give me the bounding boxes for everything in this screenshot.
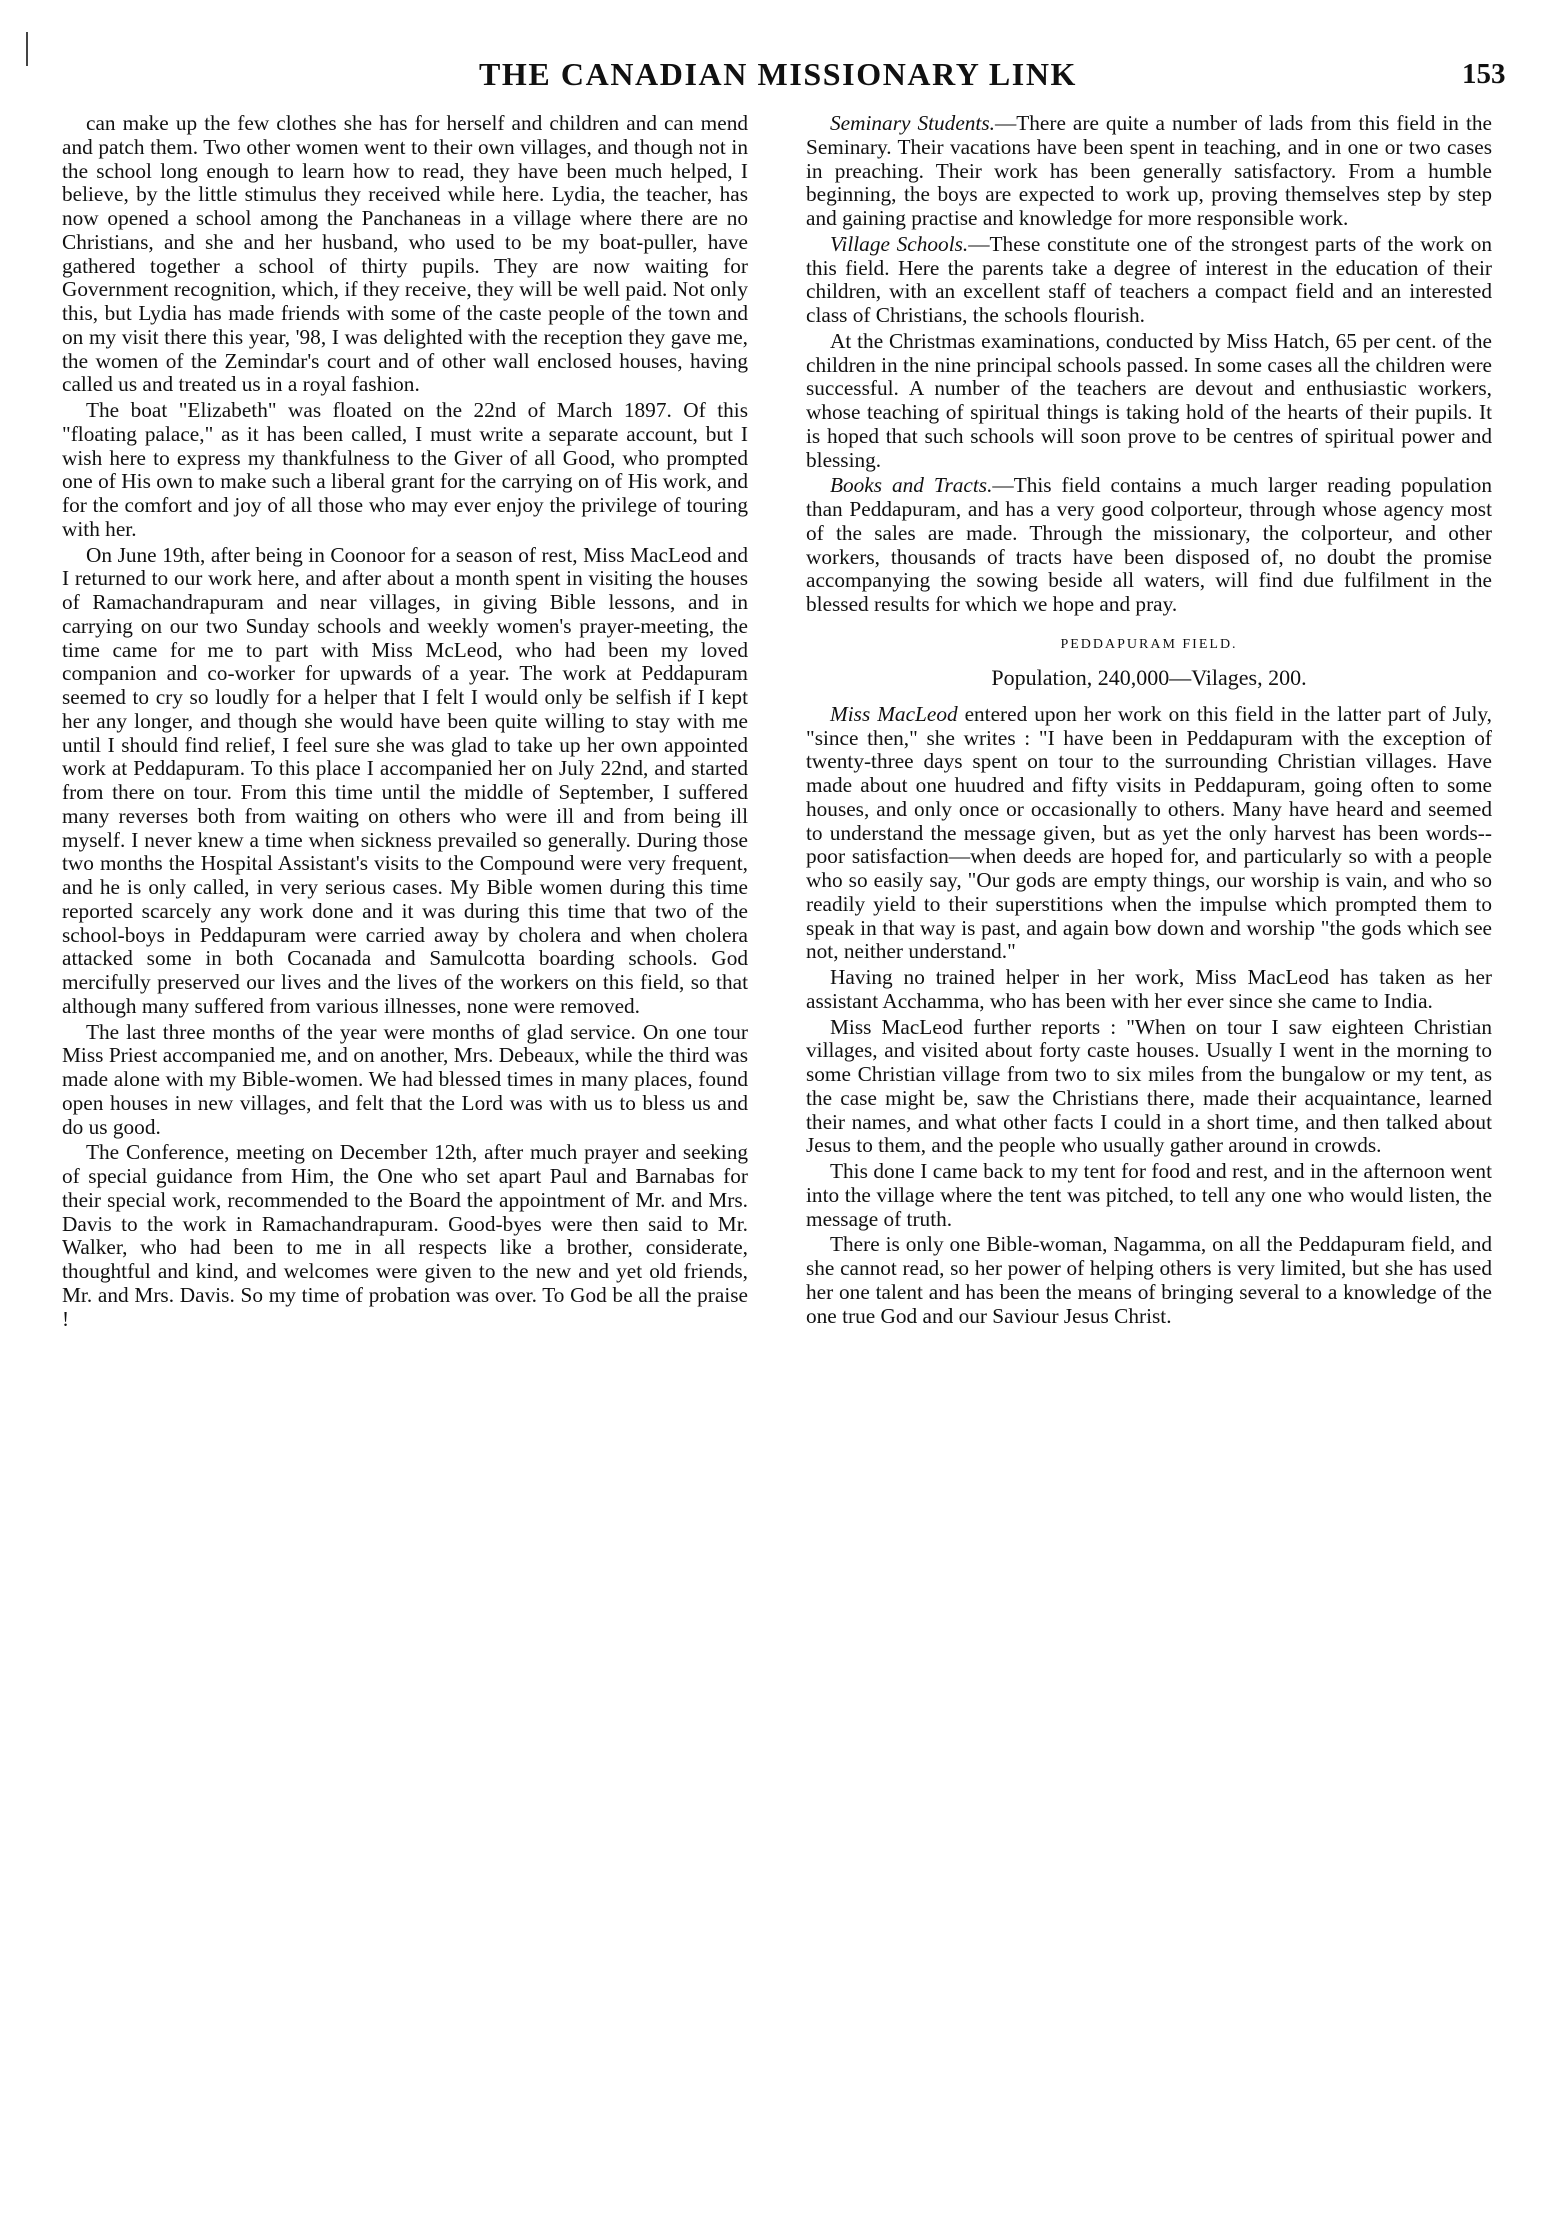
paragraph: [62, 1141, 748, 1331]
paragraph-text: There is only one Bible-woman, Nagamma, on all the Peddapuram field, and she cannot read, so her power of helping others is very limited, but she has used her one talent and has been the means of bringing several to a knowledge of the one true God and our Saviour Jesus Christ.: [806, 1232, 1492, 1328]
paragraph-text: This done I came back to my tent for food and rest, and in the afternoon went into the village where the tent was pitched, to tell any one who would listen, the message of truth.: [806, 1159, 1492, 1231]
paragraph-lead: Books and Tracts.: [830, 473, 993, 498]
paragraph-lead: Seminary Students.: [830, 111, 995, 135]
paragraph-text: The boat "Elizabeth" was floated on the 22nd of March 1897. Of this "floating palace," as it has been called, I must write a separate account, but I wish here to express my thankfulness to the Giver of all Good, who prompted one of His own to make such a liberal grant for the carrying on of His work, and for the comfort and joy of all those who may ever enjoy the privilege of touring with her.: [62, 398, 748, 541]
paragraph: [62, 544, 748, 1019]
paragraph-text: entered upon her work on this field in the latter part of July, "since then," she writes : "I have been in Peddapuram with the exception of twenty-three days spent on tour to the surrounding Christian villages. Have made about one huudred and fifty visits in Peddapuram, going often to some houses, and only once or occasionally to others. Many have heard and seemed to understand the message given, but as yet the only harvest has been words--poor satisfaction—when deeds are hoped for, and particularly so with a people who so easily say, "Our gods are empty things, our worship is vain, and who so readily yield to their superstitions when the impulse which prompted them to speak in that way is past, and again bow down and worship "the gods which see not, neither understand.": [806, 701, 1492, 964]
paragraph-text: —This field contains a much larger reading population than Peddapuram, and has a very good colporteur, through whose agency most of the sales are made. Through the missionary, the colporteur, and other workers, thousands of tracts have been disposed of, no doubt the promise accompanying the sowing beside all waters, will find due fulfilment in the blessed results for which we hope and pray.: [806, 473, 1492, 616]
paragraph: [806, 1233, 1492, 1328]
running-title: THE CANADIAN MISSIONARY LINK: [478, 56, 1078, 92]
right-column-paragraphs-after: [806, 703, 1492, 1329]
section-heading: PEDDAPURAM FIELD.: [1060, 636, 1238, 652]
paragraph-text: Miss MacLeod further reports : "When on tour I saw eighteen Christian villages, and visited about forty caste houses. Usually I went in the morning to some Christian village from two to six miles from the bungalow or my tent, as the case might be, saw the Christians there, made their acquaintance, learned their names, and what other facts I could in a short time, and then talked about Jesus to them, and the people who usually gather around in crowds.: [806, 1014, 1492, 1158]
section-subheading: Population, 240,000—Vilages, 200.: [991, 664, 1307, 690]
paragraph-lead: Miss MacLeod: [830, 701, 958, 726]
paragraph-text: —These constitute one of the strongest parts of the work on this field. Here the parents take a degree of interest in the education of their children, with an excellent staff of teachers a compact field and an interested class of Christians, the schools flourish.: [806, 231, 1493, 327]
paragraph: [806, 703, 1492, 964]
paragraph-text: —There are quite a number of lads from this field in the Seminary. Their vacations have been spent in teaching, and in one or two cases in preaching. Their work has been generally satisfactory. From a humble beginning, the boys are expected to work up, proving themselves step by step and gaining practise and knowledge for more responsible work.: [806, 111, 1492, 230]
paragraph-text: The Conference, meeting on December 12th, after much prayer and seeking of special guidance from Him, the One who set apart Paul and Barnabas for their special work, recommended to the Board the appointment of Mr. and Mrs. Davis to the work in Ramachandrapuram. Good-byes were then said to Mr. Walker, who had been to me in all respects like a brother, considerate, thoughtful and kind, and welcomes were given to the new and yet old friends, Mr. and Mrs. Davis. So my time of probation was over. To God be all the praise !: [62, 1140, 748, 1331]
right-column: [806, 112, 1492, 1330]
paragraph: [806, 1016, 1492, 1159]
paragraph-lead: Village Schools.: [830, 231, 969, 256]
paragraph-text: The last three months of the year were months of glad service. On one tour Miss Priest accompanied me, and on another, Mrs. Debeaux, while the third was made alone with my Bible-women. We had blessed times in many places, found open houses in new villages, and felt that the Lord was with us to bless us and do us good.: [62, 1019, 748, 1139]
paragraph: [806, 233, 1492, 328]
paragraph: [806, 330, 1492, 473]
paragraph-text: On June 19th, after being in Coonoor for a season of rest, Miss MacLeod and I returned to our work here, and after about a month spent in visiting the houses of Ramachandrapuram and near villages, in giving Bible lessons, and in carrying on our two Sunday schools and weekly women's prayer-meeting, the time came for me to part with Miss McLeod, who had been my loved companion and co-worker for upwards of a year. The work at Peddapuram seemed to cry so loudly for a helper that I felt I would only be selfish if I kept her any longer, and though she would have been quite willing to stay with me until I should find relief, I feel sure she was glad to take up her own appointed work at Peddapuram. To this place I accompanied her on July 22nd, and started from there on tour. From this time until the middle of September, I suffered many reverses both from waiting on others who were ill and from being ill myself. I never knew a time when sickness prevailed so generally. During those two months the Hospital Assistant's visits to the Compound were very frequent, and he is only called, in very serious cases. My Bible women during this time reported scarcely any work done and it was during this time that two of the school-boys in Peddapuram were carried away by cholera and when cholera attacked some in both Cocanada and Samulcotta boarding schools. God mercifully preserved our lives and the lives of the workers on this field, so that although many suffered from various illnesses, none were removed.: [62, 542, 748, 1018]
paragraph: [62, 399, 748, 542]
right-column-paragraphs-before: [806, 112, 1492, 617]
paragraph: [806, 112, 1492, 231]
paragraph: [62, 1021, 748, 1140]
page-number: 153: [1462, 58, 1506, 90]
paragraph: [806, 966, 1492, 1014]
paragraph: [806, 474, 1492, 617]
page-header: [0, 56, 1556, 100]
paragraph: [806, 1160, 1492, 1231]
paragraph-text: can make up the few clothes she has for herself and children and can mend and patch them. Two other women went to their own villages, and though not in the school long enough to learn how to read, they have been much helped, I believe, by the little stimulus they received while here. Lydia, the teacher, has now opened a school among the Panchaneas in a village where there are no Christians, and she and her husband, who used to be my boat-puller, have gathered together a school of thirty pupils. They are now waiting for Government recognition, which, if they receive, they will be well paid. Not only this, but Lydia has made friends with some of the caste people of the town and on my visit there this year, '98, I was delighted with the reception they gave me, the women of the Zemindar's court and of other wall enclosed houses, having called us and treated us in a royal fashion.: [62, 111, 748, 397]
left-column: [62, 112, 748, 1333]
paragraph: [62, 112, 748, 397]
paragraph-text: At the Christmas examinations, conducted by Miss Hatch, 65 per cent. of the children in the nine principal schools passed. In some cases all the children were successful. A number of the teachers are devout and enthusiastic workers, whose teaching of spiritual things is taking hold of the hearts of their pupils. It is hoped that such schools will soon prove to be centres of spiritual power and blessing.: [806, 328, 1493, 472]
paragraph-text: Having no trained helper in her work, Miss MacLeod has taken as her assistant Acchamma, who has been with her ever since she came to India.: [806, 965, 1492, 1013]
